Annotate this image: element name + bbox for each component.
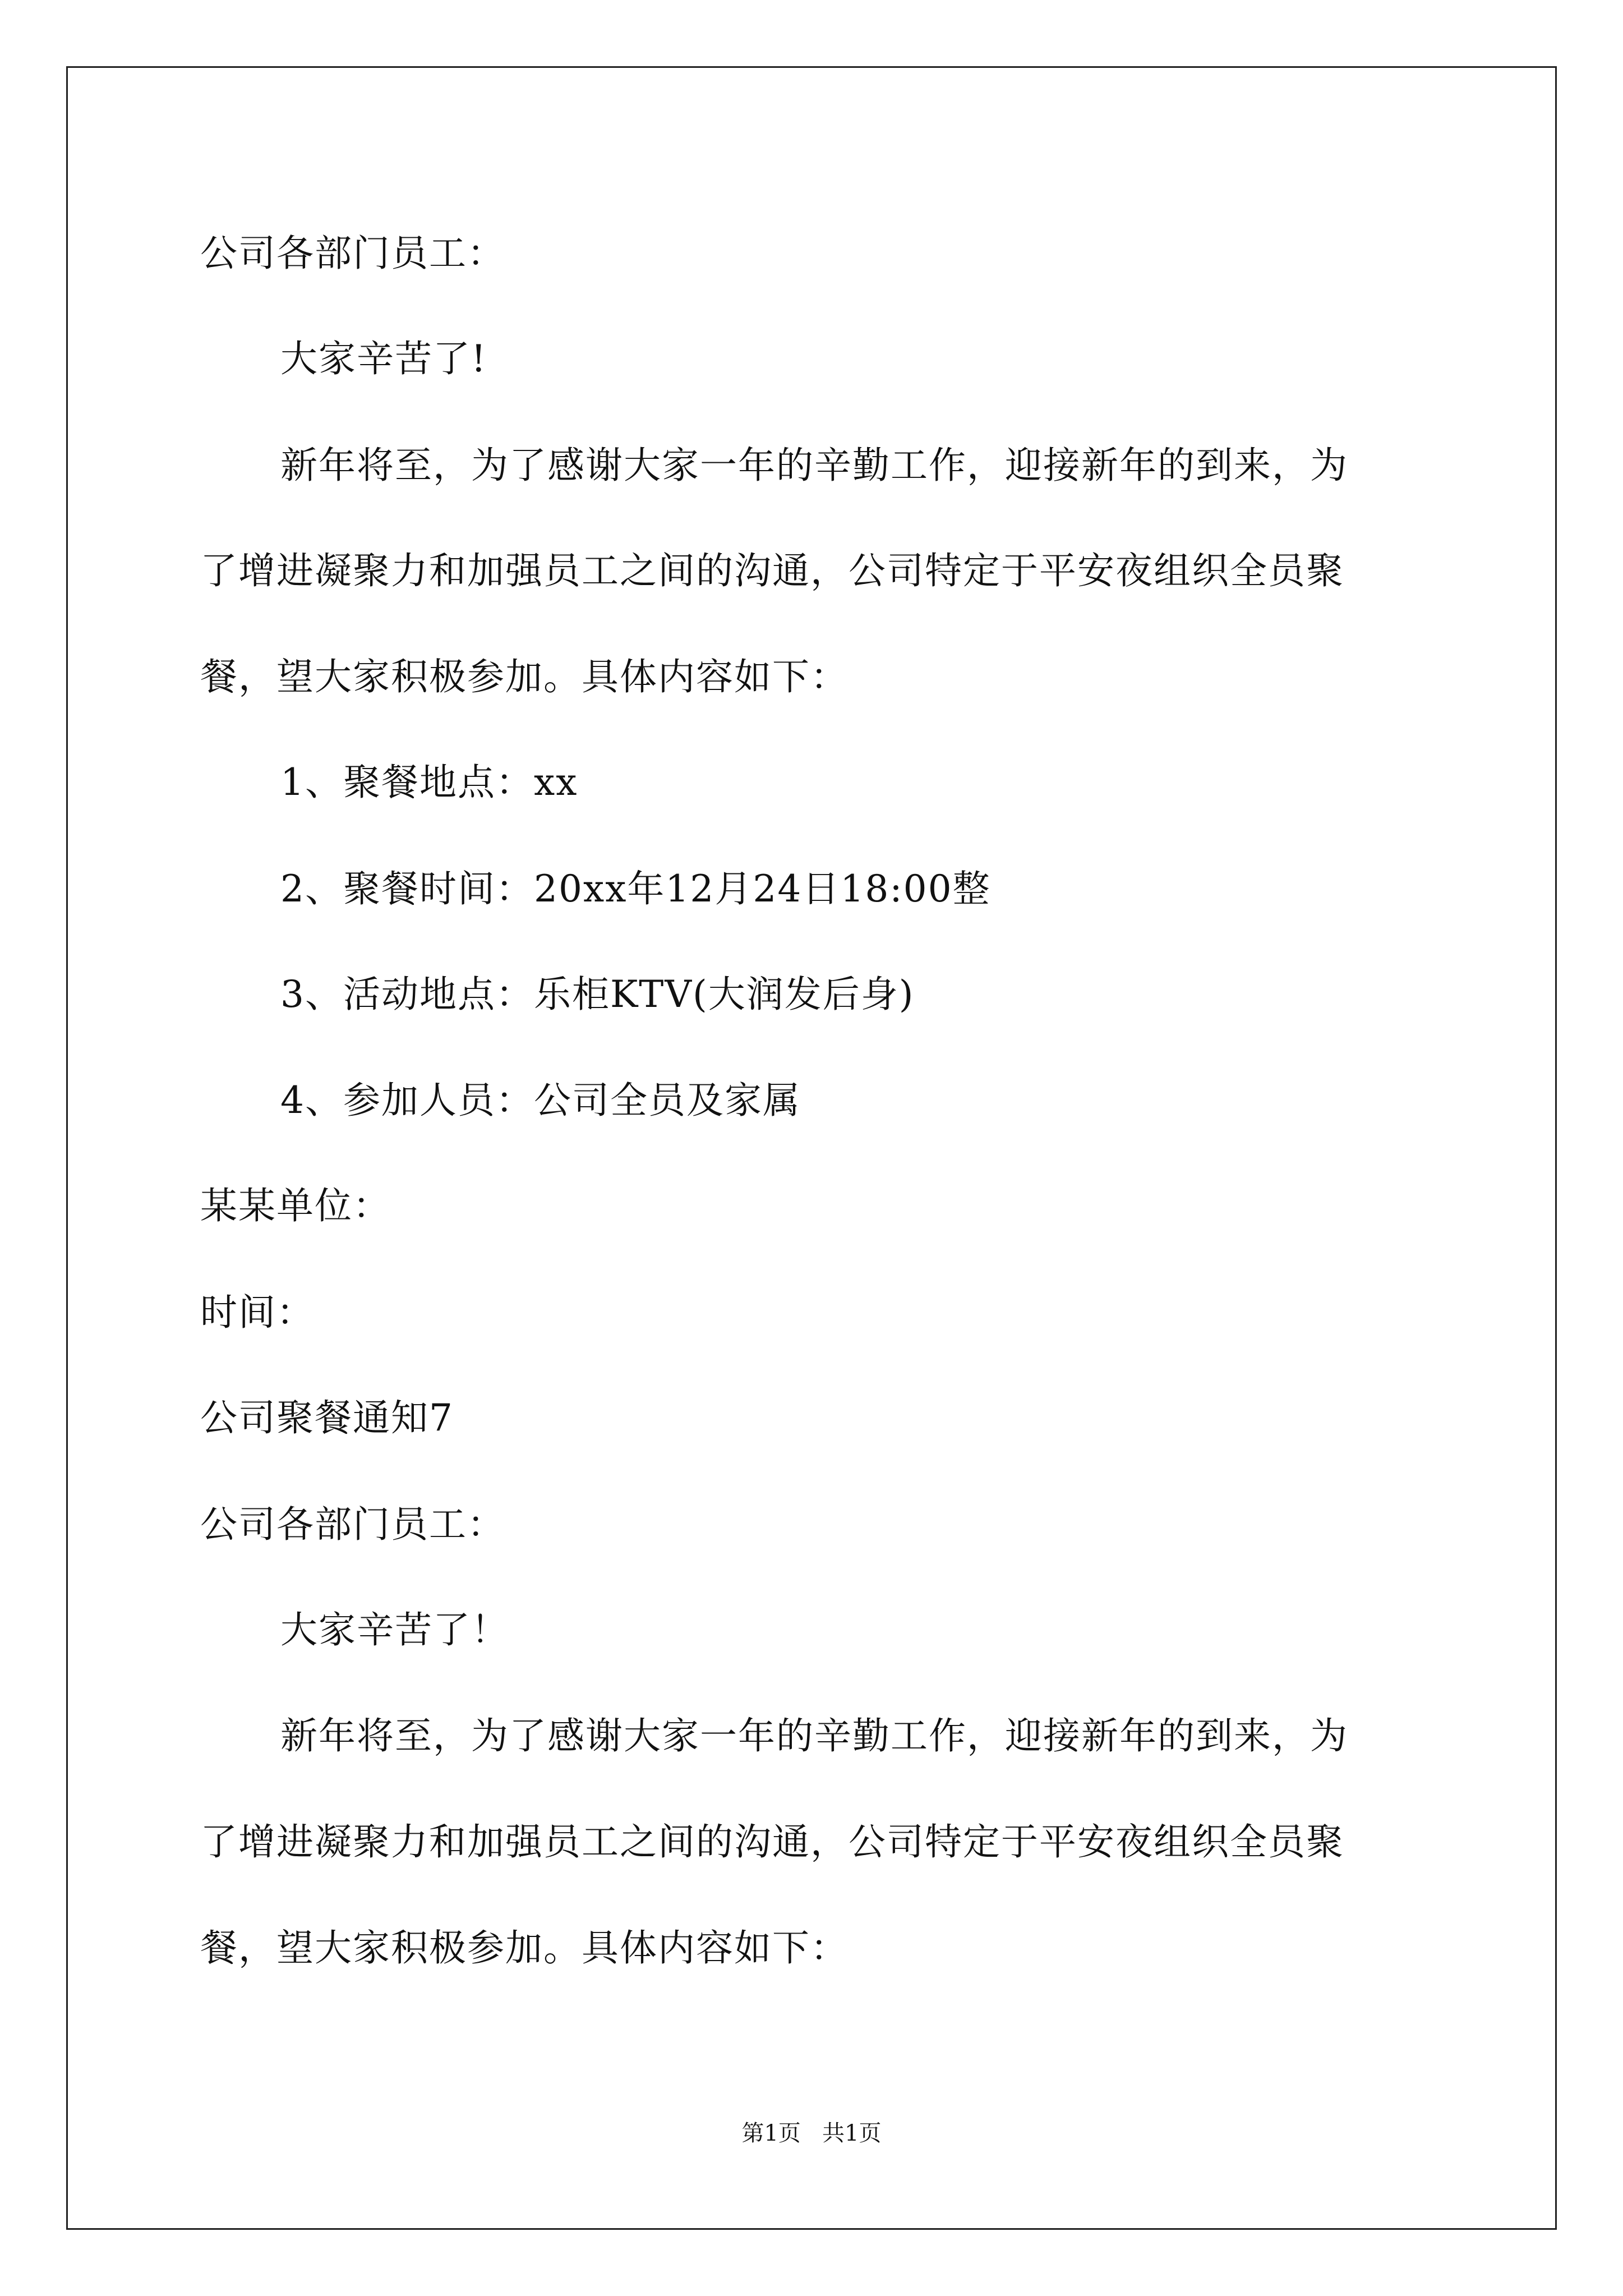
body-paragraph-line: 餐，望大家积极参加。具体内容如下： (200, 1926, 849, 1970)
salutation: 公司各部门员工： (200, 1503, 505, 1546)
body-paragraph-line: 新年将至，为了感谢大家一年的辛勤工作，迎接新年的到来，为 (280, 1714, 1348, 1757)
signature-unit: 某某单位： (200, 1184, 391, 1227)
greeting: 大家辛苦了！ (280, 1608, 509, 1651)
salutation: 公司各部门员工： (200, 232, 505, 275)
list-item: 2、聚餐时间：20xx年12月24日18:00整 (280, 867, 991, 910)
list-item: 4、参加人员：公司全员及家属 (280, 1079, 801, 1122)
page-footer: 第1页 共1页 (741, 2120, 882, 2146)
page-frame (66, 66, 1557, 2230)
list-item: 1、聚餐地点：xx (280, 761, 578, 804)
list-item: 3、活动地点：乐柜KTV(大润发后身) (280, 973, 915, 1016)
body-paragraph-line: 新年将至，为了感谢大家一年的辛勤工作，迎接新年的到来，为 (280, 444, 1348, 487)
section-title: 公司聚餐通知7 (200, 1396, 454, 1439)
body-paragraph-line: 了增进凝聚力和加强员工之间的沟通，公司特定于平安夜组织全员聚 (200, 1820, 1344, 1864)
body-paragraph-line: 了增进凝聚力和加强员工之间的沟通，公司特定于平安夜组织全员聚 (200, 549, 1344, 592)
body-paragraph-line: 餐，望大家积极参加。具体内容如下： (200, 655, 849, 698)
greeting: 大家辛苦了! (280, 337, 487, 380)
signature-date: 时间： (200, 1291, 315, 1334)
